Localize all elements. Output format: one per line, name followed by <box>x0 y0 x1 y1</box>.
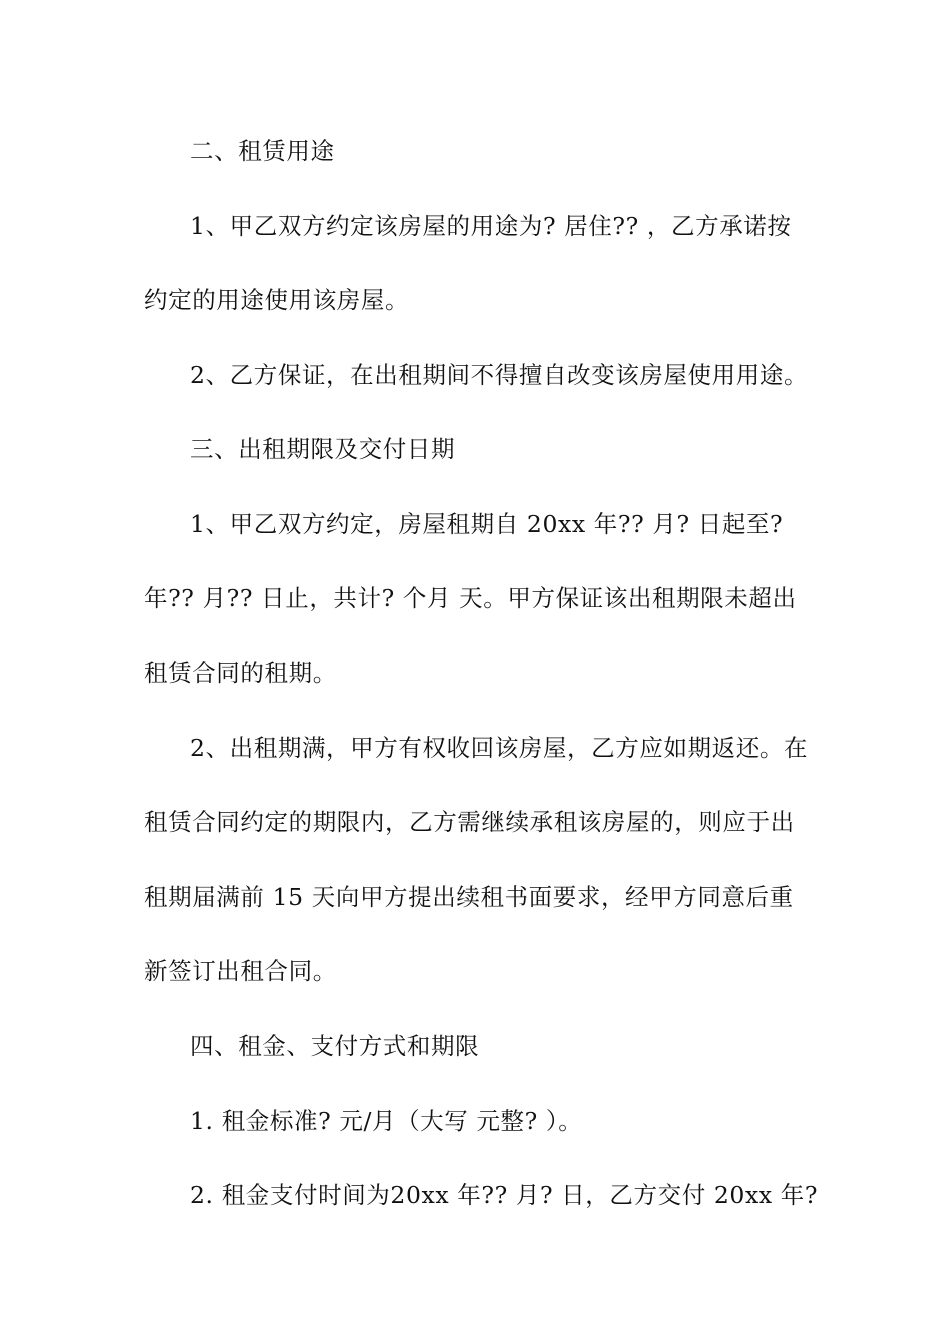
paragraph-line: 1. 租金标准? 元/月（大写 元整? ）。 <box>190 1107 583 1135</box>
paragraph-line: 2. 租金支付时间为20xx 年?? 月? 日，乙方交付 20xx 年? <box>190 1181 819 1209</box>
paragraph-line: 1、甲乙双方约定，房屋租期自 20xx 年?? 月? 日起至? <box>190 510 784 538</box>
paragraph-line: 约定的用途使用该房屋。 <box>144 286 410 314</box>
paragraph-line: 2、出租期满，甲方有权收回该房屋，乙方应如期返还。在 <box>190 734 809 762</box>
paragraph-line: 租期届满前 15 天向甲方提出续租书面要求，经甲方同意后重 <box>144 883 794 911</box>
section-heading-rent-payment: 四、租金、支付方式和期限 <box>190 1032 480 1060</box>
paragraph-line: 租赁合同的租期。 <box>144 659 337 687</box>
section-heading-lease-term: 三、出租期限及交付日期 <box>190 435 456 463</box>
paragraph-line: 1、甲乙双方约定该房屋的用途为? 居住?? ，乙方承诺按 <box>190 212 792 240</box>
paragraph-line: 年?? 月?? 日止，共计? 个月 天。甲方保证该出租期限未超出 <box>144 584 797 612</box>
section-heading-lease-purpose: 二、租赁用途 <box>190 137 335 165</box>
paragraph-line: 2、乙方保证，在出租期间不得擅自改变该房屋使用用途。 <box>190 361 809 389</box>
paragraph-line: 新签订出租合同。 <box>144 957 337 985</box>
paragraph-line: 租赁合同约定的期限内，乙方需继续承租该房屋的，则应于出 <box>144 808 795 836</box>
